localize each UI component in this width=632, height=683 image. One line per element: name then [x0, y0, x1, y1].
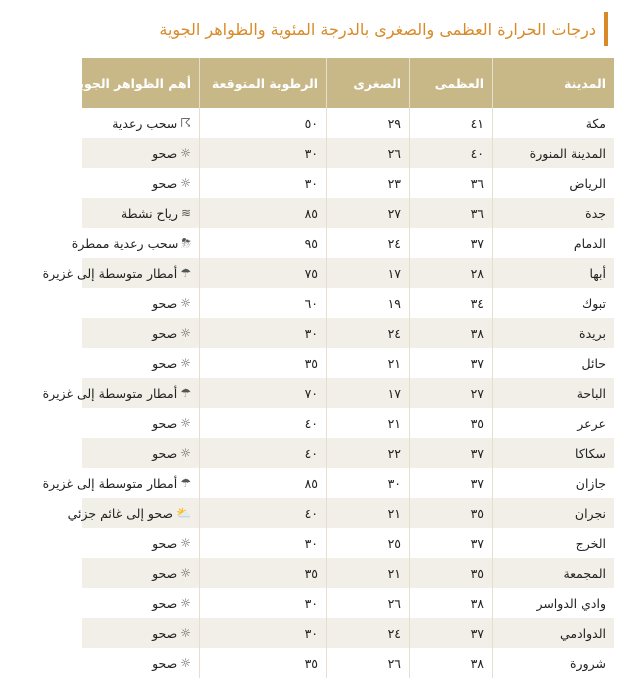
sun-icon: ☼	[180, 446, 191, 461]
cell-min: ٢٩	[327, 108, 410, 138]
weather-text: صحو	[152, 415, 178, 431]
weather-text: صحو	[152, 625, 178, 641]
cell-min: ٢٢	[327, 438, 410, 468]
weather-text: صحو	[152, 565, 178, 581]
cell-max: ٣٥	[410, 558, 493, 588]
cell-weather	[82, 198, 200, 228]
cell-weather	[42, 468, 200, 498]
cell-humidity: ٣٠	[200, 168, 327, 198]
cell-city: شرورة	[493, 648, 615, 678]
sun-icon: ☼	[180, 566, 191, 581]
cell-max: ٣٥	[410, 408, 493, 438]
cell-city: الرياض	[493, 168, 615, 198]
cell-weather	[67, 498, 200, 528]
cell-humidity: ٨٥	[200, 468, 327, 498]
cell-humidity: ٤٠	[200, 498, 327, 528]
cell-weather	[82, 438, 200, 468]
cell-city: الباحة	[493, 378, 615, 408]
weather-value	[152, 536, 191, 551]
table-row	[82, 558, 614, 588]
table-row	[82, 138, 614, 168]
cell-min: ١٧	[327, 258, 410, 288]
cell-humidity: ٦٠	[200, 288, 327, 318]
header-weather: أهم الظواهر الجوية	[71, 75, 191, 91]
cell-city: نجران	[493, 498, 615, 528]
cell-min: ٢٥	[327, 528, 410, 558]
cell-humidity: ٣٠	[200, 588, 327, 618]
cell-min: ١٩	[327, 288, 410, 318]
cell-max: ٣٤	[410, 288, 493, 318]
cell-weather	[42, 258, 200, 288]
cell-max: ٤١	[410, 108, 493, 138]
sun-icon: ☼	[180, 296, 191, 311]
rain-icon: ☂	[180, 476, 191, 491]
header-max: العظمى	[410, 58, 493, 108]
cell-min: ٢٤	[327, 318, 410, 348]
cell-city: تبوك	[493, 288, 615, 318]
table-row	[82, 258, 614, 288]
weather-text: صحو	[152, 175, 178, 191]
weather-value	[152, 176, 191, 191]
cell-humidity: ٩٥	[200, 228, 327, 258]
title-accent-bar	[604, 12, 608, 46]
weather-value	[152, 296, 191, 311]
cell-humidity: ٣٠	[200, 138, 327, 168]
cell-weather	[82, 558, 200, 588]
cell-humidity: ٧٥	[200, 258, 327, 288]
table-row	[82, 498, 614, 528]
cell-max: ٣٨	[410, 648, 493, 678]
cell-weather	[82, 348, 200, 378]
sun-icon: ☼	[180, 596, 191, 611]
sun-icon: ☼	[180, 356, 191, 371]
table-row	[82, 468, 614, 498]
cell-weather	[82, 318, 200, 348]
table-row	[82, 528, 614, 558]
cell-max: ٣٧	[410, 468, 493, 498]
cell-max: ٣٧	[410, 618, 493, 648]
sun-icon: ☼	[180, 626, 191, 641]
cell-city: الخرج	[493, 528, 615, 558]
cell-humidity: ٤٠	[200, 438, 327, 468]
cell-city: أبها	[493, 258, 615, 288]
cell-max: ٣٧	[410, 528, 493, 558]
table-row	[82, 168, 614, 198]
table-header-row	[82, 58, 614, 108]
weather-text: صحو	[152, 445, 178, 461]
table-row	[82, 348, 614, 378]
table-row	[82, 588, 614, 618]
cell-weather	[82, 618, 200, 648]
cell-city: عرعر	[493, 408, 615, 438]
cell-weather	[71, 228, 200, 258]
weather-value	[43, 266, 191, 281]
cell-city: سكاكا	[493, 438, 615, 468]
cell-min: ١٧	[327, 378, 410, 408]
weather-value	[43, 476, 191, 491]
cell-humidity: ٣٥	[200, 348, 327, 378]
weather-value	[152, 656, 191, 671]
cell-weather	[82, 588, 200, 618]
partly-cloudy-icon: ⛅	[176, 506, 191, 521]
weather-value	[112, 116, 191, 131]
cell-city: الدمام	[493, 228, 615, 258]
cell-min: ٢١	[327, 498, 410, 528]
cell-city: جدة	[493, 198, 615, 228]
cell-max: ٣٧	[410, 348, 493, 378]
cell-weather	[82, 408, 200, 438]
cell-max: ٣٥	[410, 498, 493, 528]
cell-humidity: ٣٠	[200, 318, 327, 348]
cell-humidity: ٨٥	[200, 198, 327, 228]
weather-value	[152, 446, 191, 461]
header-min: الصغرى	[327, 58, 410, 108]
rain-icon: ☂	[180, 266, 191, 281]
cell-humidity: ٧٠	[200, 378, 327, 408]
cell-max: ٢٧	[410, 378, 493, 408]
cell-weather	[82, 168, 200, 198]
cell-weather	[42, 378, 200, 408]
thunder-cloud-icon: ☈	[180, 116, 191, 131]
weather-value	[152, 326, 191, 341]
cell-city: بريدة	[493, 318, 615, 348]
cell-max: ٣٦	[410, 198, 493, 228]
sun-icon: ☼	[180, 326, 191, 341]
cell-humidity: ٤٠	[200, 408, 327, 438]
cell-weather	[82, 108, 200, 138]
cell-city: الدوادمي	[493, 618, 615, 648]
cell-city: حائل	[493, 348, 615, 378]
table-title	[100, 8, 608, 50]
weather-value	[72, 236, 191, 251]
cell-humidity: ٣٥	[200, 648, 327, 678]
cell-min: ٢١	[327, 408, 410, 438]
cell-min: ٢٤	[327, 228, 410, 258]
weather-value	[152, 596, 191, 611]
weather-table	[42, 58, 614, 678]
sun-icon: ☼	[180, 536, 191, 551]
header-humidity: الرطوبة المتوقعة	[200, 58, 327, 108]
weather-text: سحب رعدية	[112, 115, 178, 131]
cell-max: ٣٨	[410, 318, 493, 348]
weather-text: سحب رعدية ممطرة	[71, 235, 179, 251]
weather-text: صحو	[152, 655, 178, 671]
title-text: درجات الحرارة العظمى والصغرى بالدرجة المئوية والظواهر الجوية	[159, 19, 596, 39]
weather-text: صحو	[152, 595, 178, 611]
weather-text: صحو	[152, 535, 178, 551]
cell-city: مكة	[493, 108, 615, 138]
table-row	[82, 438, 614, 468]
header-city: المدينة	[493, 58, 615, 108]
cell-min: ٢٦	[327, 588, 410, 618]
table-row	[82, 228, 614, 258]
wind-icon: ≋	[180, 206, 191, 221]
rain-icon: ☂	[180, 386, 191, 401]
cell-min: ٢١	[327, 348, 410, 378]
weather-value	[152, 356, 191, 371]
sun-icon: ☼	[180, 656, 191, 671]
cell-humidity: ٣٠	[200, 618, 327, 648]
weather-value	[43, 386, 191, 401]
cell-min: ٢٤	[327, 618, 410, 648]
weather-value	[68, 506, 191, 521]
cell-min: ٢٧	[327, 198, 410, 228]
weather-text: أمطار متوسطة إلى غزيرة	[42, 475, 178, 491]
weather-text: أمطار متوسطة إلى غزيرة	[42, 265, 178, 281]
cell-humidity: ٣٠	[200, 528, 327, 558]
cell-max: ٣٧	[410, 228, 493, 258]
cell-city: وادي الدواسر	[493, 588, 615, 618]
table-row	[82, 108, 614, 138]
cell-max: ٤٠	[410, 138, 493, 168]
cell-max: ٣٧	[410, 438, 493, 468]
table-row	[82, 318, 614, 348]
cell-max: ٣٦	[410, 168, 493, 198]
table-row	[82, 618, 614, 648]
sun-icon: ☼	[180, 146, 191, 161]
cell-min: ٢٣	[327, 168, 410, 198]
table-row	[82, 198, 614, 228]
weather-text: رياح نشطة	[120, 205, 178, 221]
weather-text: صحو	[152, 325, 178, 341]
cell-weather	[82, 528, 200, 558]
table-row	[82, 288, 614, 318]
weather-text: صحو إلى غائم جزئي	[67, 505, 174, 521]
weather-value	[152, 626, 191, 641]
cell-city: جازان	[493, 468, 615, 498]
weather-value	[152, 566, 191, 581]
weather-text: صحو	[152, 145, 178, 161]
cell-min: ٢٦	[327, 648, 410, 678]
cell-min: ٢١	[327, 558, 410, 588]
cell-city: المجمعة	[493, 558, 615, 588]
cell-weather	[82, 138, 200, 168]
weather-text: أمطار متوسطة إلى غزيرة	[42, 385, 178, 401]
cell-city: المدينة المنورة	[493, 138, 615, 168]
cell-weather	[82, 288, 200, 318]
weather-text: صحو	[152, 295, 178, 311]
weather-value	[152, 416, 191, 431]
weather-value	[121, 206, 191, 221]
weather-value	[152, 146, 191, 161]
table-row	[82, 648, 614, 678]
cell-max: ٣٨	[410, 588, 493, 618]
cell-min: ٣٠	[327, 468, 410, 498]
sun-icon: ☼	[180, 176, 191, 191]
cell-max: ٢٨	[410, 258, 493, 288]
cell-humidity: ٥٠	[200, 108, 327, 138]
cell-humidity: ٣٥	[200, 558, 327, 588]
cell-min: ٢٦	[327, 138, 410, 168]
cell-weather	[82, 648, 200, 678]
rain-thunder-icon: ⛈	[181, 236, 191, 251]
table-row	[82, 378, 614, 408]
table-row	[82, 408, 614, 438]
weather-text: صحو	[152, 355, 178, 371]
sun-icon: ☼	[180, 416, 191, 431]
